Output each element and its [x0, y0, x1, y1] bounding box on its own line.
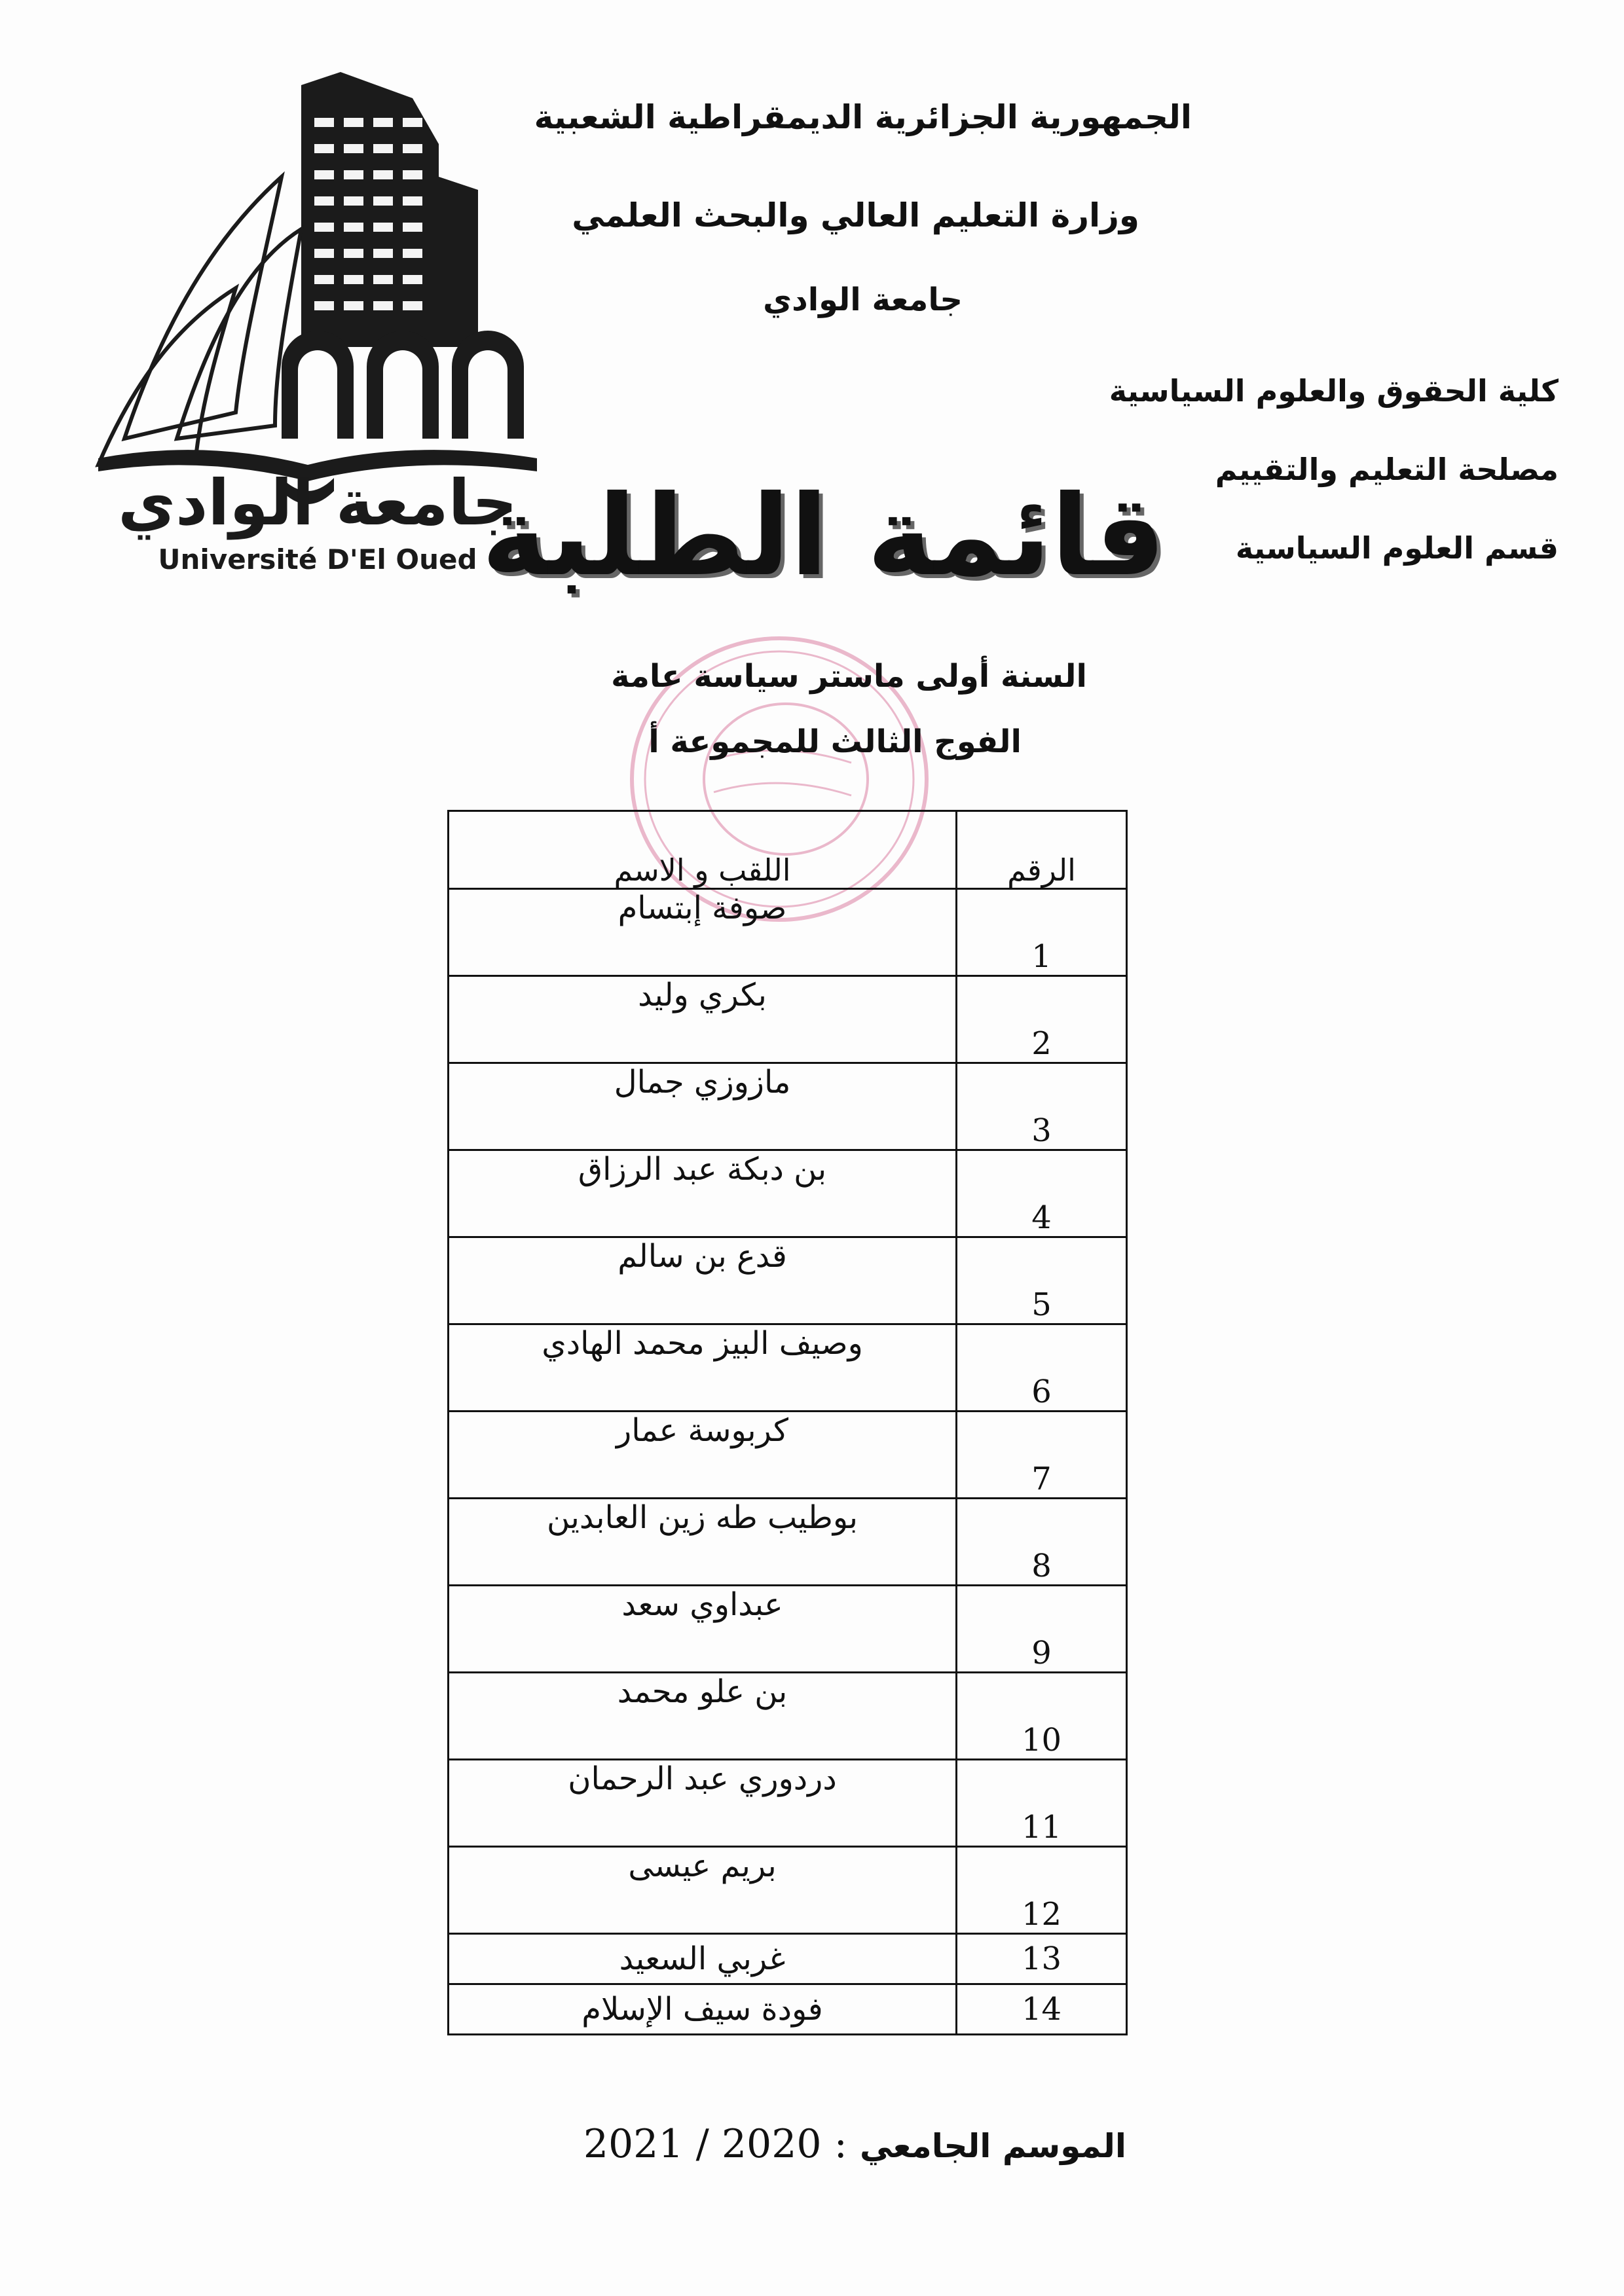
row-name: عبداوي سعد — [449, 1586, 957, 1673]
row-name: كربوسة عمار — [449, 1412, 957, 1499]
arches-icon — [282, 331, 524, 439]
row-number: 10 — [957, 1673, 1127, 1760]
row-number: 14 — [957, 1984, 1127, 2035]
row-number: 3 — [957, 1063, 1127, 1150]
academic-season-label: الموسم الجامعي — [859, 2127, 1126, 2165]
row-name: بكري وليد — [449, 976, 957, 1063]
group-label: الفوج الثالث للمجموعة أ — [648, 723, 1022, 760]
table-row — [449, 1324, 1127, 1412]
page-title: قائمة الطلبة — [481, 471, 1166, 601]
row-number: 6 — [957, 1324, 1127, 1412]
row-name: دردوري عبد الرحمان — [449, 1760, 957, 1847]
row-number: 2 — [957, 976, 1127, 1063]
table-row — [449, 976, 1127, 1063]
table-row — [449, 1499, 1127, 1586]
row-name: بريم عيسى — [449, 1847, 957, 1934]
table-row — [449, 1412, 1127, 1499]
feather-icon — [98, 177, 301, 465]
row-number: 12 — [957, 1847, 1127, 1934]
column-header-number: الرقم — [957, 811, 1127, 889]
table-row — [449, 1760, 1127, 1847]
table-row — [449, 1237, 1127, 1324]
table-row — [449, 1934, 1127, 1984]
table-row — [449, 1984, 1127, 2035]
row-name: وصيف البيز محمد الهادي — [449, 1324, 957, 1412]
academic-season-separator: : — [821, 2121, 860, 2167]
column-header-name: اللقب و الاسم — [449, 811, 957, 889]
table-header-row — [449, 811, 1127, 889]
row-number: 4 — [957, 1150, 1127, 1237]
logo-french-name: Université D'El Oued — [158, 543, 477, 575]
table-row — [449, 1847, 1127, 1934]
row-name: صوفة إبتسام — [449, 889, 957, 976]
ministry-title: وزارة التعليم العالي والبحث العلمي — [572, 196, 1139, 234]
republic-title: الجمهورية الجزائرية الديمقراطية الشعبية — [534, 98, 1192, 136]
row-number: 8 — [957, 1499, 1127, 1586]
row-name: بوطيب طه زين العابدين — [449, 1499, 957, 1586]
table-row — [449, 1673, 1127, 1760]
row-name: قدع بن سالم — [449, 1237, 957, 1324]
row-number: 7 — [957, 1412, 1127, 1499]
academic-season — [537, 2121, 1126, 2167]
year-level: السنة أولى ماستر سياسة عامة — [611, 658, 1087, 695]
logo-arabic-name: جامعة الوادي — [118, 466, 517, 539]
service-title: مصلحة التعليم والتقييم — [1215, 452, 1559, 487]
row-number: 1 — [957, 889, 1127, 976]
table-row — [449, 1586, 1127, 1673]
row-name: بن دبكة عبد الرزاق — [449, 1150, 957, 1237]
row-number: 5 — [957, 1237, 1127, 1324]
row-name: مازوزي جمال — [449, 1063, 957, 1150]
row-name: بن علو محمد — [449, 1673, 957, 1760]
university-title: جامعة الوادي — [763, 282, 963, 318]
students-table — [447, 810, 1128, 2035]
faculty-title: كلية الحقوق والعلوم السياسية — [1109, 373, 1559, 409]
row-name: فودة سيف الإسلام — [449, 1984, 957, 2035]
table-row — [449, 1150, 1127, 1237]
row-name: غربي السعيد — [449, 1934, 957, 1984]
row-number: 13 — [957, 1934, 1127, 1984]
row-number: 11 — [957, 1760, 1127, 1847]
row-number: 9 — [957, 1586, 1127, 1673]
table-row — [449, 889, 1127, 976]
building-icon — [301, 72, 478, 347]
academic-season-years: 2021 / 2020 — [583, 2121, 822, 2167]
table-row — [449, 1063, 1127, 1150]
department-title: قسم العلوم السياسية — [1235, 530, 1559, 566]
